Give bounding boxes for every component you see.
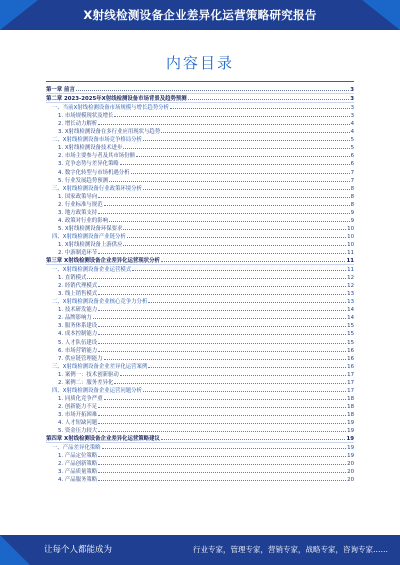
toc-page-number: 9 bbox=[350, 209, 354, 216]
toc-entry-title: 1. X射线检测设备技术进步 bbox=[58, 145, 123, 152]
toc-entry-title: 2. 行业标准与规范 bbox=[58, 201, 103, 208]
toc-subsection-entry[interactable] bbox=[46, 167, 354, 175]
toc-entry-title: 1. 国家政策导向 bbox=[58, 193, 98, 200]
toc-dot-leader bbox=[127, 237, 346, 238]
toc-chapter-entry[interactable] bbox=[46, 94, 354, 103]
toc-heading: 内容目录 bbox=[165, 54, 234, 72]
toc-entry-title: 1. 案例一：技术创新驱动 bbox=[58, 371, 119, 378]
toc-entry-title: 3. 竞争态势与差异化策略 bbox=[58, 161, 119, 168]
toc-dot-leader bbox=[98, 456, 346, 457]
toc-dot-leader bbox=[98, 415, 346, 416]
toc-subsection-entry[interactable] bbox=[46, 475, 354, 483]
toc-entry-title: 5. 人才队伍建设 bbox=[58, 339, 98, 346]
toc-entry-title: 1. 产品定位策略 bbox=[58, 453, 98, 460]
toc-dot-leader bbox=[120, 164, 350, 165]
toc-dot-leader bbox=[98, 253, 346, 254]
toc-dot-leader bbox=[98, 294, 346, 295]
toc-page-number: 13 bbox=[347, 299, 354, 306]
toc-dot-leader bbox=[93, 318, 346, 319]
toc-page-number: 8 bbox=[350, 201, 354, 208]
toc-dot-leader bbox=[98, 472, 346, 473]
toc-entry-title: 二、X射线检测设备企业核心竞争力分析 bbox=[52, 299, 148, 306]
toc-subsection-entry[interactable] bbox=[46, 370, 354, 378]
toc-subsection-entry[interactable] bbox=[46, 151, 354, 159]
toc-chapter-entry[interactable] bbox=[46, 434, 354, 443]
toc-page-number: 4 bbox=[350, 121, 354, 128]
toc-dot-leader bbox=[161, 439, 346, 440]
toc-page-number: 7 bbox=[350, 169, 354, 176]
toc-subsection-entry[interactable] bbox=[46, 224, 354, 232]
toc-dot-leader bbox=[98, 431, 346, 432]
toc-page-number: 7 bbox=[350, 177, 354, 184]
toc-subsection-entry[interactable] bbox=[46, 451, 354, 459]
toc-page-number: 12 bbox=[347, 275, 354, 282]
toc-section-entry[interactable] bbox=[46, 386, 354, 394]
footer-corner-accent bbox=[0, 535, 30, 565]
toc-chapter-entry[interactable] bbox=[46, 256, 354, 265]
toc-page-number: 10 bbox=[347, 233, 354, 240]
toc-page-number: 20 bbox=[347, 469, 354, 476]
toc-dot-leader bbox=[114, 116, 349, 117]
toc-subsection-entry[interactable] bbox=[46, 378, 354, 386]
toc-entry-title: 3. X射线检测设备在多行业应用现状与趋势 bbox=[58, 129, 161, 136]
toc-page-number: 8 bbox=[350, 185, 354, 192]
toc-dot-leader bbox=[120, 375, 346, 376]
toc-subsection-entry[interactable] bbox=[46, 192, 354, 200]
toc-entry-title: 2. 案例二：服务差异化 bbox=[58, 379, 114, 386]
toc-chapter-entry[interactable] bbox=[46, 85, 354, 94]
toc-entry-title: 7. 供应链管理能力 bbox=[58, 355, 103, 362]
toc-dot-leader bbox=[87, 278, 346, 279]
toc-dot-leader bbox=[102, 448, 347, 449]
toc-page-number: 20 bbox=[347, 477, 354, 484]
footer-slogan: 让每个人都能成为 bbox=[44, 545, 113, 555]
toc-entry-title: 4. 政策对行业的影响 bbox=[58, 217, 108, 224]
toc-page-number: 15 bbox=[347, 323, 354, 330]
toc-section-entry[interactable] bbox=[46, 297, 354, 305]
toc-dot-leader bbox=[76, 90, 349, 91]
toc-entry-title: 2. 经销代理模式 bbox=[58, 283, 98, 290]
toc-dot-leader bbox=[161, 132, 349, 133]
toc-dot-leader bbox=[98, 213, 349, 214]
toc-subsection-entry[interactable] bbox=[46, 216, 354, 224]
toc-entry-title: 4. 人才短缺问题 bbox=[58, 419, 98, 426]
toc-page-number: 18 bbox=[347, 411, 354, 418]
toc-page-number: 19 bbox=[347, 453, 354, 460]
toc-page-number: 9 bbox=[350, 217, 354, 224]
toc-subsection-entry[interactable] bbox=[46, 394, 354, 402]
toc-entry-title: 3. 线上销售模式 bbox=[58, 291, 98, 298]
toc-section-entry[interactable] bbox=[46, 443, 354, 451]
toc-page-number: 19 bbox=[347, 419, 354, 426]
toc-dot-leader bbox=[114, 383, 346, 384]
toc-page-number: 5 bbox=[350, 145, 354, 152]
toc-section-entry[interactable] bbox=[46, 184, 354, 192]
toc-page-number: 6 bbox=[350, 153, 354, 160]
toc-entry-title: 2. 中游制造环节 bbox=[58, 249, 98, 256]
toc-subsection-entry[interactable] bbox=[46, 143, 354, 151]
page-header bbox=[0, 0, 400, 30]
toc-page-number: 17 bbox=[347, 387, 354, 394]
toc-entry-title: 2. 产品创新策略 bbox=[58, 461, 98, 468]
toc-dot-leader bbox=[98, 326, 346, 327]
toc-subsection-entry[interactable] bbox=[46, 208, 354, 216]
toc-section-entry[interactable] bbox=[46, 265, 354, 273]
toc-subsection-entry[interactable] bbox=[46, 329, 354, 337]
toc-section-entry[interactable] bbox=[46, 103, 354, 111]
toc-subsection-entry[interactable] bbox=[46, 459, 354, 467]
toc-page-number: 14 bbox=[347, 315, 354, 322]
toc-entry-title: 四、X射线检测设备企业运营问题分析 bbox=[52, 387, 142, 394]
toc-page-number: 12 bbox=[347, 283, 354, 290]
toc-subsection-entry[interactable] bbox=[46, 159, 354, 167]
toc-dot-leader bbox=[109, 181, 350, 182]
toc-entry-title: 1. X射线检测设备上游供应 bbox=[58, 241, 123, 248]
toc-page-number: 3 bbox=[350, 87, 354, 94]
toc-entry-title: 4. 成本控制能力 bbox=[58, 331, 98, 338]
toc-page-number: 4 bbox=[350, 129, 354, 136]
toc-page-number: 19 bbox=[347, 445, 354, 452]
toc-page-number: 19 bbox=[346, 436, 354, 443]
toc-entry-title: 二、X射线检测设备市场竞争格局分析 bbox=[52, 137, 142, 144]
toc-page-number: 18 bbox=[347, 395, 354, 402]
toc-dot-leader bbox=[188, 99, 350, 100]
toc-entry-title: 第三章 X射线检测设备企业差异化运营现状分析 bbox=[46, 258, 160, 265]
toc-entry-title: 1. 技术研发能力 bbox=[58, 307, 98, 314]
toc-page-number: 16 bbox=[347, 355, 354, 362]
toc-subsection-entry[interactable] bbox=[46, 119, 354, 127]
toc-dot-leader bbox=[132, 270, 346, 271]
toc-entry-title: 2. 创新能力不足 bbox=[58, 403, 98, 410]
toc-entry-title: 一、当前X射线检测设备市场规模与增长趋势分析 bbox=[52, 105, 169, 112]
toc-entry-title: 1. 市场规模现状及增长 bbox=[58, 113, 114, 120]
toc-subsection-entry[interactable] bbox=[46, 402, 354, 410]
toc-subsection-entry[interactable] bbox=[46, 248, 354, 256]
toc-subsection-entry[interactable] bbox=[46, 321, 354, 329]
toc-subsection-entry[interactable] bbox=[46, 289, 354, 297]
toc-dot-leader bbox=[98, 286, 346, 287]
toc-entry-title: 三、X射线检测设备行业政策环境分析 bbox=[52, 185, 142, 192]
toc-page-number: 17 bbox=[347, 371, 354, 378]
toc-page-number: 15 bbox=[347, 331, 354, 338]
toc-page-number: 3 bbox=[350, 96, 354, 103]
page-footer bbox=[0, 535, 400, 565]
toc-page-number: 10 bbox=[347, 225, 354, 232]
toc-dot-leader bbox=[104, 399, 347, 400]
toc-subsection-entry[interactable] bbox=[46, 127, 354, 135]
toc-entry-title: 2. 增长动力解析 bbox=[58, 121, 98, 128]
toc-entry-title: 5. 资金压力较大 bbox=[58, 428, 98, 435]
toc-subsection-entry[interactable] bbox=[46, 313, 354, 321]
toc-page-number: 14 bbox=[347, 307, 354, 314]
toc-page-number: 20 bbox=[347, 461, 354, 468]
toc-entry-title: 2. 品牌影响力 bbox=[58, 315, 92, 322]
toc-subsection-entry[interactable] bbox=[46, 200, 354, 208]
toc-entry-title: 3. 服务体系建设 bbox=[58, 323, 98, 330]
toc-subsection-entry[interactable] bbox=[46, 426, 354, 434]
toc-entry-title: 三、X射线检测设备企业差异化运营案例 bbox=[52, 363, 148, 370]
toc-page-number: 16 bbox=[347, 363, 354, 370]
toc-entry-title: 6. 市场营销能力 bbox=[58, 347, 98, 354]
toc-dot-leader bbox=[104, 205, 350, 206]
toc-entry-title: 四、X射线检测设备产业链分析 bbox=[52, 233, 126, 240]
toc-entry-title: 第一章 前言 bbox=[46, 87, 75, 94]
toc-subsection-entry[interactable] bbox=[46, 305, 354, 313]
toc-section-entry[interactable] bbox=[46, 362, 354, 370]
toc-entry-title: 3. 地方政策支持 bbox=[58, 209, 98, 216]
toc-dot-leader bbox=[98, 464, 346, 465]
toc-page-number: 11 bbox=[347, 249, 354, 256]
toc-entry-title: 第二章 2023-2025年X射线检测设备市场背景及趋势预测 bbox=[46, 96, 187, 103]
toc-page-number: 15 bbox=[347, 339, 354, 346]
toc-subsection-entry[interactable] bbox=[46, 240, 354, 248]
toc-entry-title: 4. 产品服务策略 bbox=[58, 477, 98, 484]
toc-subsection-entry[interactable] bbox=[46, 354, 354, 362]
toc-entry-title: 一、产品差异化策略 bbox=[52, 445, 101, 452]
toc-entry-title: 5. 行业发展趋势预测 bbox=[58, 177, 108, 184]
toc-subsection-entry[interactable] bbox=[46, 176, 354, 184]
toc-entry-title: 5. X射线检测设备环保要求 bbox=[58, 225, 123, 232]
report-title: X射线检测设备企业差异化运营策略研究报告 bbox=[83, 8, 317, 22]
toc-subsection-entry[interactable] bbox=[46, 410, 354, 418]
toc-page-number: 16 bbox=[347, 347, 354, 354]
toc-page-number: 6 bbox=[350, 161, 354, 168]
toc-subsection-entry[interactable] bbox=[46, 467, 354, 475]
toc-subsection-entry[interactable] bbox=[46, 111, 354, 119]
toc-dot-leader bbox=[98, 334, 346, 335]
toc-page-number: 10 bbox=[347, 241, 354, 248]
toc-dot-leader bbox=[123, 229, 346, 230]
toc-page-number: 3 bbox=[350, 105, 354, 112]
toc-dot-leader bbox=[136, 156, 350, 157]
toc-entry-title: 1. 同质化竞争严重 bbox=[58, 395, 103, 402]
toc-dot-leader bbox=[109, 221, 350, 222]
toc-page-number: 18 bbox=[347, 403, 354, 410]
toc-dot-leader bbox=[98, 407, 346, 408]
toc-entry-title: 第四章 X射线检测设备企业差异化运营策略建议 bbox=[46, 436, 160, 443]
toc-entry-title: 3. 产品质量策略 bbox=[58, 469, 98, 476]
toc-page-number: 8 bbox=[350, 193, 354, 200]
toc-subsection-entry[interactable] bbox=[46, 418, 354, 426]
toc-page-number: 3 bbox=[350, 113, 354, 120]
toc-section-entry[interactable] bbox=[46, 135, 354, 143]
toc-subsection-entry[interactable] bbox=[46, 346, 354, 354]
toc-entry-title: 1. 直销模式 bbox=[58, 275, 87, 282]
toc-entry-title: 一、X射线检测设备企业运营模式 bbox=[52, 267, 132, 274]
toc-dot-leader bbox=[123, 148, 349, 149]
toc-dot-leader bbox=[148, 367, 346, 368]
toc-dot-leader bbox=[98, 197, 349, 198]
toc-dot-leader bbox=[98, 351, 346, 352]
toc-page-number: 11 bbox=[347, 267, 354, 274]
toc-dot-leader bbox=[123, 245, 346, 246]
toc-entry-title: 4. 数字化转型与市场机遇分析 bbox=[58, 169, 130, 176]
toc-dot-leader bbox=[143, 189, 350, 190]
toc-entry-title: 2. 市场主要参与者及其市场份额 bbox=[58, 153, 135, 160]
toc-dot-leader bbox=[143, 391, 346, 392]
toc-dot-leader bbox=[98, 480, 346, 481]
toc-dot-leader bbox=[98, 343, 346, 344]
toc-page-number: 11 bbox=[346, 258, 354, 265]
toc-dot-leader bbox=[98, 124, 349, 125]
toc-subsection-entry[interactable] bbox=[46, 337, 354, 345]
toc-subsection-entry[interactable] bbox=[46, 281, 354, 289]
toc-dot-leader bbox=[170, 108, 350, 109]
toc-dot-leader bbox=[161, 261, 346, 262]
toc-entry-title: 3. 市场开拓困难 bbox=[58, 411, 98, 418]
table-of-contents bbox=[46, 85, 354, 483]
footer-tagline: 行业专家，管理专家，营销专家，战略专家，咨询专家…… bbox=[193, 545, 388, 554]
toc-dot-leader bbox=[143, 140, 350, 141]
toc-dot-leader bbox=[131, 173, 350, 174]
toc-page-number: 17 bbox=[347, 379, 354, 386]
toc-dot-leader bbox=[148, 302, 346, 303]
toc-dot-leader bbox=[104, 359, 347, 360]
toc-page-number: 19 bbox=[347, 428, 354, 435]
toc-subsection-entry[interactable] bbox=[46, 273, 354, 281]
toc-heading-divider bbox=[46, 81, 354, 82]
toc-page-number: 5 bbox=[350, 137, 354, 144]
toc-page-number: 13 bbox=[347, 291, 354, 298]
toc-dot-leader bbox=[98, 310, 346, 311]
toc-section-entry[interactable] bbox=[46, 232, 354, 240]
toc-dot-leader bbox=[98, 423, 346, 424]
